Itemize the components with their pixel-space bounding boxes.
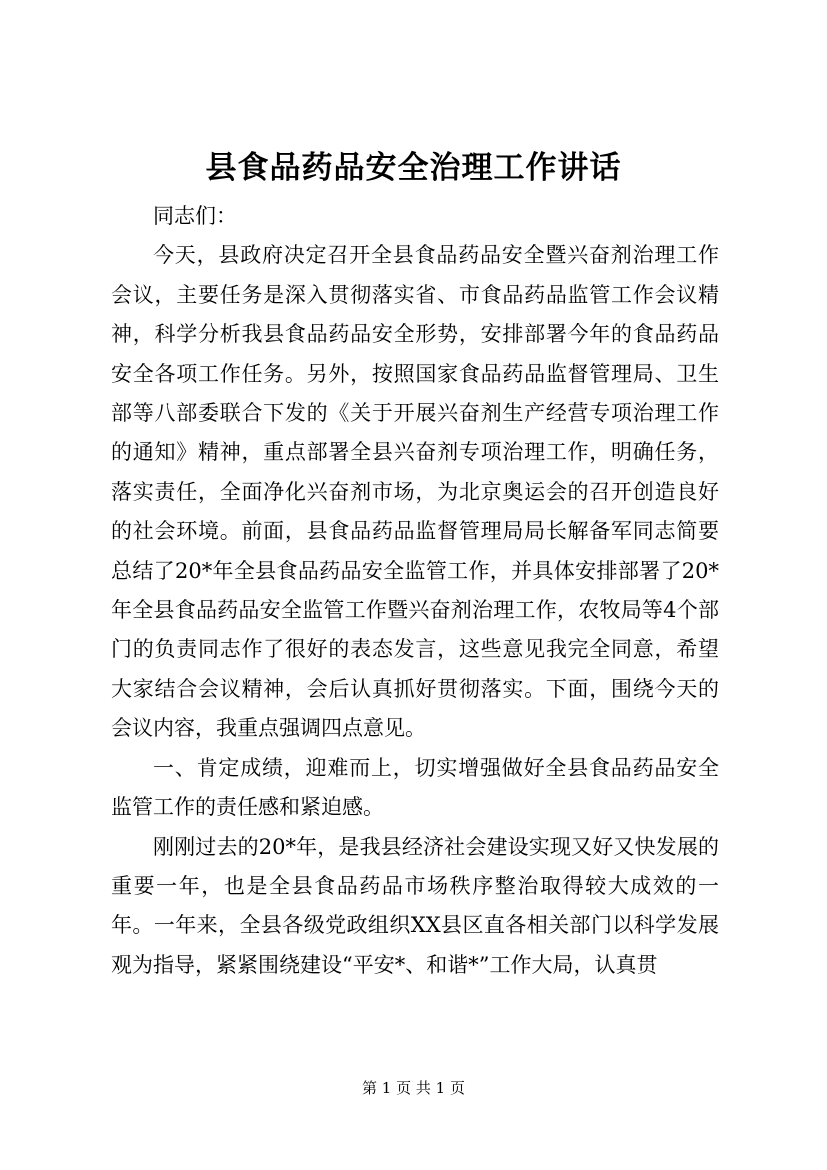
document-title: 县食品药品安全治理工作讲话 <box>205 150 622 186</box>
salutation: 同志们： <box>153 204 237 228</box>
paragraph-review: 刚刚过去的20*年，是我县经济社会建设实现又好又快发展的重要一年，也是全县食品药品市场秩序整治取得较大成效的一年。一年来，全县各级党政组织XX县区直各相关部门以科学发展观为指导，紧紧围绕建设“平安*、和谐*”工作大局，认真贯 <box>111 834 719 977</box>
paragraph-intro: 今天，县政府决定召开全县食品药品安全暨兴奋剂治理工作会议，主要任务是深入贯彻落实省、市食品药品监管工作会议精神，科学分析我县食品药品安全形势，安排部署今年的食品药品安全各项工作任务。另外，按照国家食品药品监督管理局、卫生部等八部委联合下发的《关于开展兴奋剂生产经营专项治理工作的通知》精神，重点部署全县兴奋剂专项治理工作，明确任务，落实责任，全面净化兴奋剂市场，为北京奥运会的召开创造良好的社会环境。前面，县食品药品监督管理局局长解备军同志简要总结了20*年全县食品药品安全监管工作，并具体安排部署了20*年全县食品药品安全监管工作暨兴奋剂治理工作，农牧局等4个部门的负责同志作了很好的表态发言，这些意见我完全同意，希望大家结合会议精神，会后认真抓好贯彻落实。下面，围绕今天的会议内容，我重点强调四点意见。 <box>111 243 719 741</box>
paragraph-heading-1: 一、肯定成绩，迎难而上，切实增强做好全县食品药品安全监管工作的责任感和紧迫感。 <box>111 755 719 820</box>
page-footer: 第 1 页 共 1 页 <box>362 1079 465 1097</box>
document-body <box>111 197 719 985</box>
